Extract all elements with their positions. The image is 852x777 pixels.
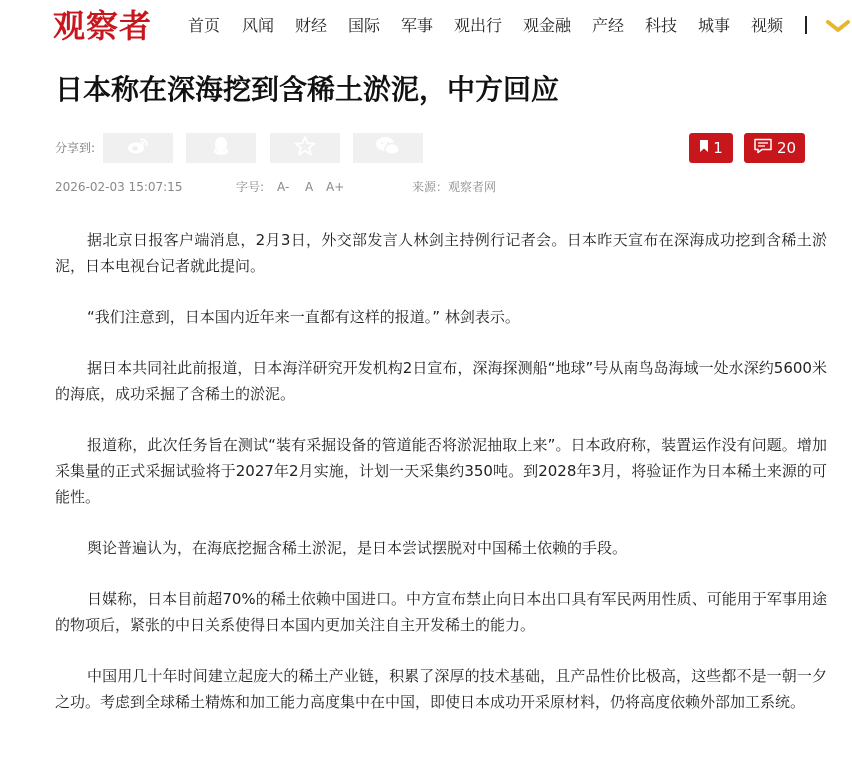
comment-icon [753,138,773,158]
qq-icon [212,136,230,160]
share-wechat-button[interactable] [353,133,423,163]
nav-divider [805,16,807,34]
font-smaller-button[interactable]: A- [277,180,290,194]
bookmark-button[interactable] [689,133,733,163]
top-nav-bar [0,0,852,52]
weibo-icon [127,137,149,159]
nav-item-finance[interactable]: 财经 [295,16,328,35]
article-source: 来源：观察者网 [412,180,497,194]
nav-item-tech[interactable]: 科技 [645,16,678,35]
font-normal-button[interactable]: A [305,180,314,194]
font-size-label: 字号: [236,180,265,194]
article-body [55,227,827,740]
article-paragraph: 据日本共同社此前报道，日本海洋研究开发机构2日宣布，深海探测船“地球”号从南鸟岛海域一处水深约5600米的海底，成功采掘了含稀土的淤泥。 [55,359,827,403]
wechat-icon [375,136,401,160]
nav-item-fengwen[interactable]: 风闻 [242,16,275,35]
publish-date: 2026-02-03 15:07:15 [55,180,183,194]
font-larger-button[interactable]: A+ [326,180,345,194]
bookmark-icon [699,139,709,157]
article-title: 日本称在深海挖到含稀土淤泥，中方回应 [55,73,560,106]
nav-item-international[interactable]: 国际 [348,16,381,35]
nav-item-military[interactable]: 军事 [401,16,434,35]
nav-item-video[interactable]: 视频 [751,16,784,35]
share-label: 分享到: [55,141,96,155]
nav-item-industry[interactable]: 产经 [592,16,625,35]
share-qq-button[interactable] [186,133,256,163]
site-logo[interactable]: 观察者 [53,7,153,45]
bookmark-count: 1 [713,139,723,157]
share-qzone-button[interactable] [270,133,340,163]
nav-item-home[interactable]: 首页 [188,16,221,35]
share-weibo-button[interactable] [103,133,173,163]
chevron-down-icon[interactable] [826,18,850,37]
nav-item-guan-finance[interactable]: 观金融 [523,16,572,35]
nav-item-travel[interactable]: 观出行 [454,16,503,35]
article-paragraph: 舆论普遍认为，在海底挖掘含稀土淤泥，是日本尝试摆脱对中国稀土依赖的手段。 [87,539,628,557]
article-paragraph: 据北京日报客户端消息，2月3日，外交部发言人林剑主持例行记者会。日本昨天宣布在深海成功挖到含稀土淤泥，日本电视台记者就此提问。 [55,231,827,275]
article-paragraph: 日媒称，日本目前超70%的稀土依赖中国进口。中方宣布禁止向日本出口具有军民两用性质、可能用于军事用途的物项后，紧张的中日关系使得日本国内更加关注自主开发稀土的能力。 [55,590,827,634]
article-paragraph: “我们注意到，日本国内近年来一直都有这样的报道。” 林剑表示。 [87,308,520,326]
main-nav [188,14,791,38]
article-paragraph: 中国用几十年时间建立起庞大的稀土产业链，积累了深厚的技术基础，且产品性价比极高，这些都不是一朝一夕之功。考虑到全球稀土精炼和加工能力高度集中在中国，即使日本成功开采原材料，仍将高度依赖外部加工系统。 [55,667,827,711]
comment-button[interactable] [744,133,805,163]
nav-item-city[interactable]: 城事 [698,16,731,35]
comment-count: 20 [776,139,797,157]
article-paragraph: 报道称，此次任务旨在测试“装有采掘设备的管道能否将淤泥抽取上来”。日本政府称，装置运作没有问题。增加采集量的正式采掘试验将于2027年2月实施，计划一天采集约350吨。到2028年3月，将验证作为日本稀土来源的可能性。 [55,436,827,506]
star-icon [294,136,316,160]
